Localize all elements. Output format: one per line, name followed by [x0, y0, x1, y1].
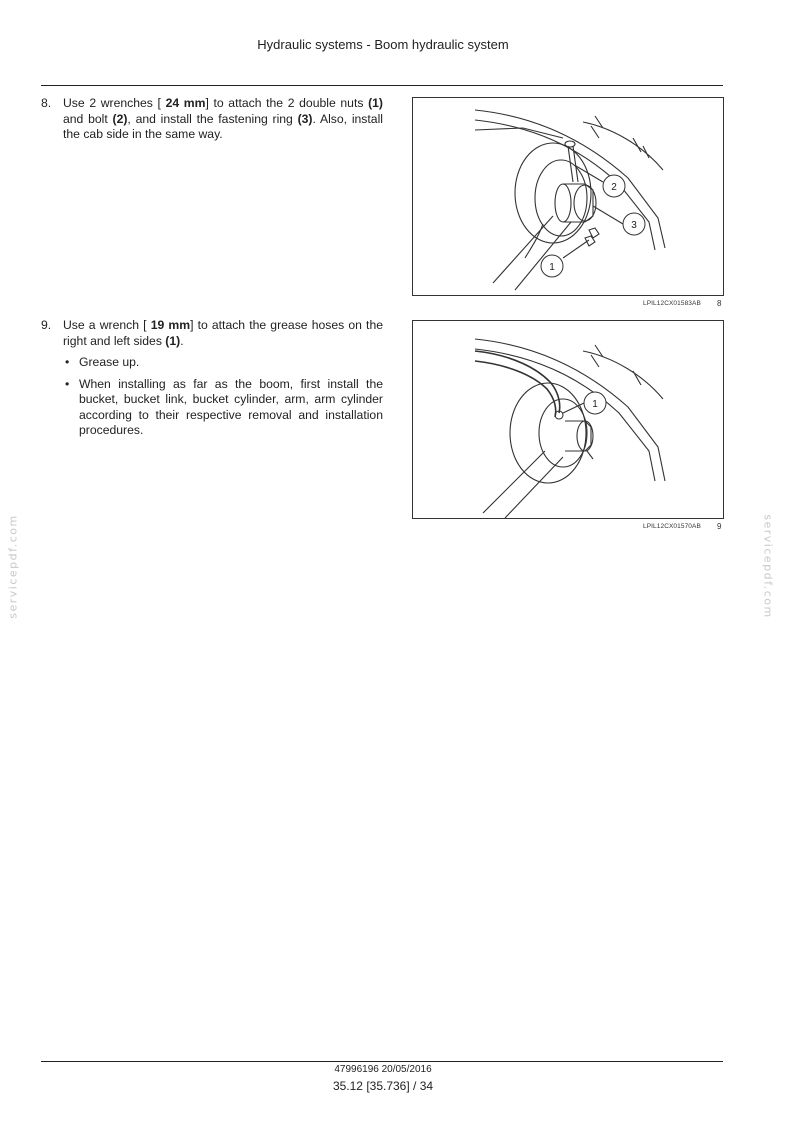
step-text-run: Use a wrench [	[63, 318, 151, 332]
watermark-right: servicepdf.com	[761, 514, 775, 619]
step-text-run: .	[180, 333, 184, 348]
figure-9-illustration	[412, 320, 724, 519]
bullet-text: Grease up.	[79, 355, 140, 369]
bullet-item	[63, 377, 383, 439]
step-bullet-list	[63, 355, 383, 439]
step-text-bold: 19 mm	[150, 318, 191, 332]
step-text-bold: 24 mm	[165, 96, 206, 110]
step-text	[63, 96, 383, 143]
step-text-run: , and install the fastening ring	[127, 111, 298, 126]
instruction-step-9	[41, 318, 383, 445]
grease-hose-drawing	[413, 321, 723, 518]
step-number: 9.	[41, 318, 52, 332]
callout-2-label: 2	[611, 182, 617, 193]
figure-8-illustration	[412, 97, 724, 296]
step-text-bold: (2)	[112, 111, 128, 126]
callout-3-label: 3	[631, 220, 637, 231]
boom-pin-nuts-drawing	[413, 98, 723, 295]
step-text-run: and bolt	[63, 111, 113, 126]
bullet-icon: •	[65, 355, 70, 369]
step-text-run: ] to attach the grease hoses on the right and left sides	[63, 318, 384, 348]
step-text	[63, 318, 383, 349]
figure-9-number: 9	[717, 522, 722, 531]
footer-document-id: 47996196 20/05/2016	[334, 1064, 432, 1075]
step-text-bold: (1)	[368, 96, 383, 110]
watermark-left: servicepdf.com	[6, 514, 20, 619]
bullet-item	[63, 355, 383, 371]
bullet-icon: •	[65, 376, 70, 391]
figure-8-number: 8	[717, 299, 722, 308]
bullet-text: When installing as far as the boom, first install the bucket, bucket link, bucket cylinder, arm, arm cylinder according to their respective removal and installation procedures.	[79, 376, 383, 437]
step-text-bold: (3)	[297, 111, 313, 126]
instruction-step-8	[41, 96, 383, 143]
step-number: 8.	[41, 96, 52, 110]
callout-1-label: 1	[549, 262, 555, 273]
figure-9-code: LPIL12CX01570AB	[643, 523, 701, 530]
callout-1-label: 1	[592, 399, 598, 410]
footer-page-number: 35.12 [35.736] / 34	[332, 1079, 434, 1093]
step-text-run: Use 2 wrenches [	[63, 96, 166, 110]
header-rule	[41, 85, 723, 86]
footer-rule	[41, 1061, 723, 1062]
step-text-run: ] to attach the 2 double nuts	[205, 96, 369, 110]
figure-8-code: LPIL12CX01583AB	[643, 300, 701, 307]
page-header-title: Hydraulic systems - Boom hydraulic system	[257, 37, 509, 52]
step-text-bold: (1)	[165, 333, 181, 348]
step-text-run: . Also, install the cab side in the same way.	[63, 111, 383, 141]
